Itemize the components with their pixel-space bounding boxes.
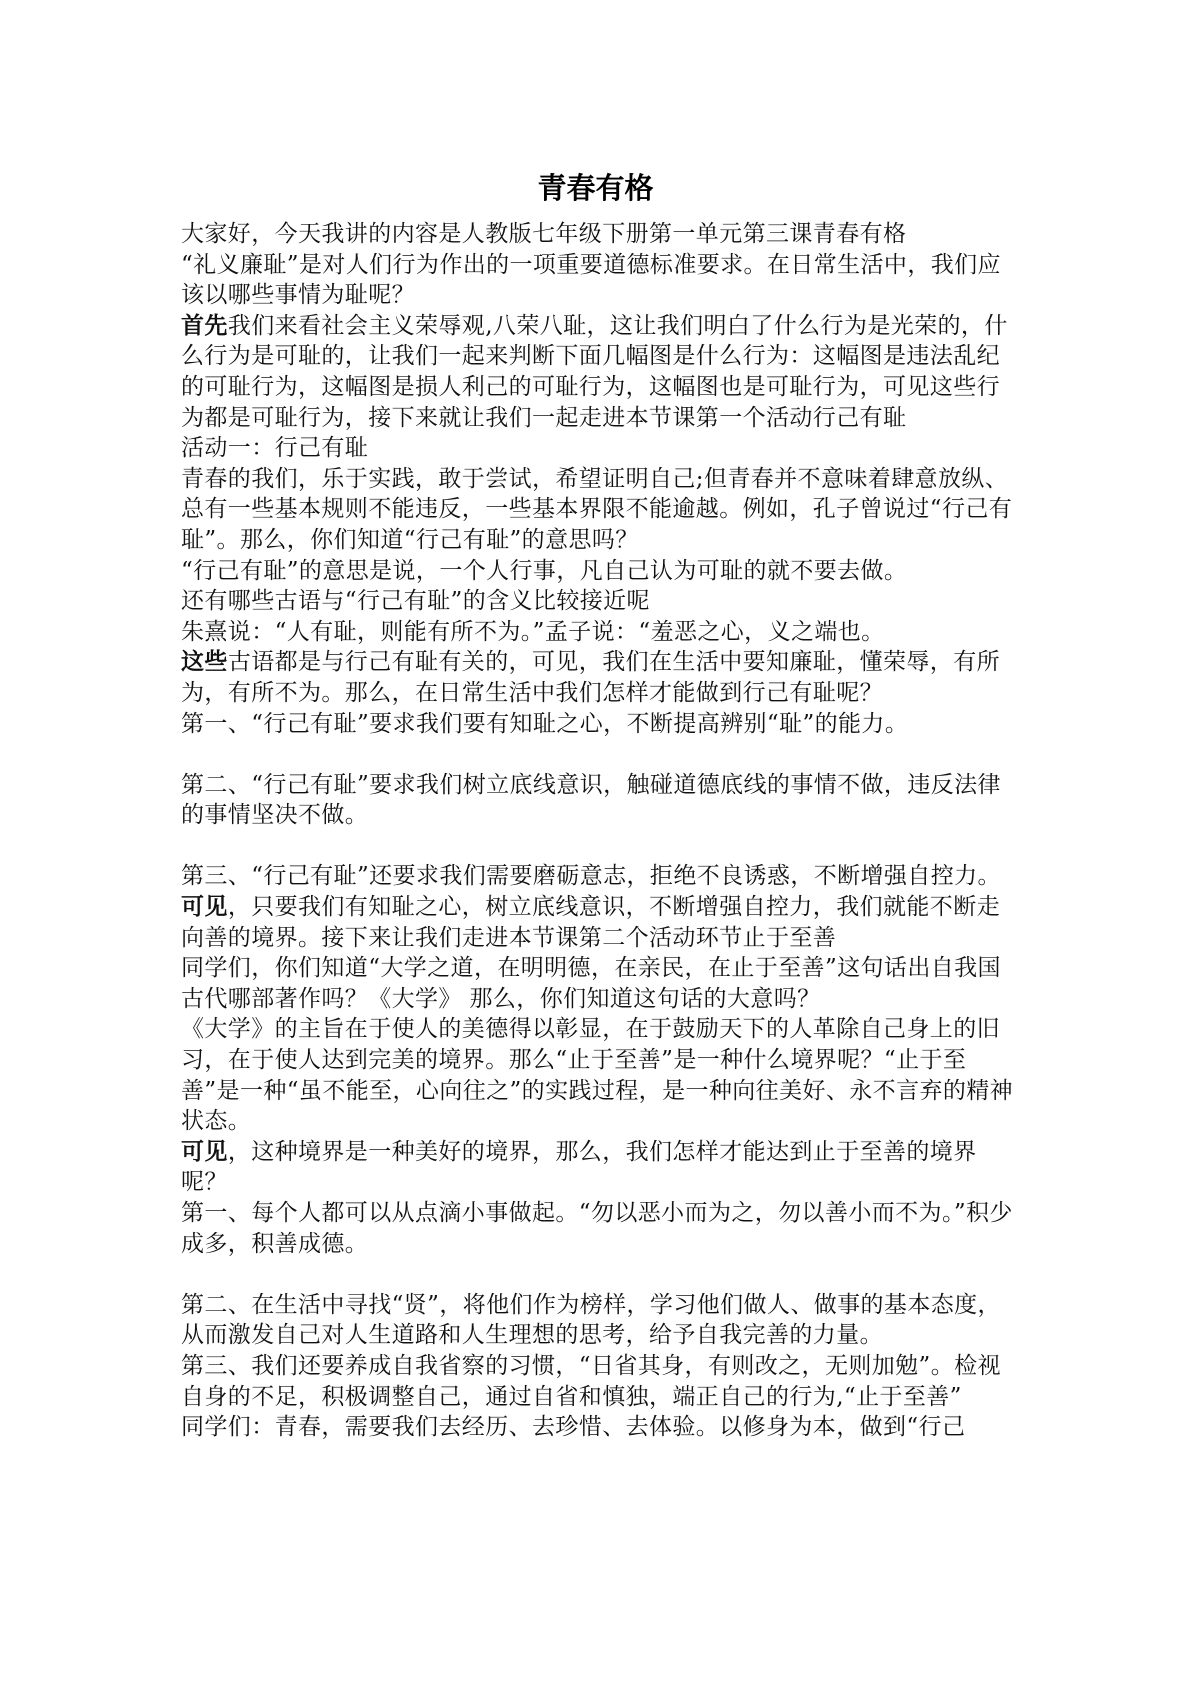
paragraph	[181, 861, 1021, 892]
paragraph-text: “礼义廉耻”是对人们行为作出的一项重要道德标准要求。在日常生活中，我们应该以哪些事情为耻呢？	[181, 251, 1001, 309]
blank-line	[181, 739, 1021, 770]
bold-lead: 首先	[181, 312, 228, 339]
bold-lead: 可见	[181, 1138, 228, 1165]
blank-line	[181, 1259, 1021, 1290]
paragraph	[181, 953, 1021, 1014]
paragraph-text: 《大学》的主旨在于使人的美德得以彰显，在于鼓励天下的人革除自己身上的旧习，在于使人达到完美的境界。那么“止于至善”是一种什么境界呢？“止于至善”是一种“虽不能至，心向往之”的实践过程，是一种向往美好、永不言弃的精神状态。	[181, 1016, 1014, 1135]
paragraph	[181, 647, 1021, 708]
paragraph	[181, 1137, 1021, 1198]
paragraph-text: 古语都是与行己有耻有关的，可见，我们在生活中要知廉耻，懂荣辱，有所为，有所不为。那么，在日常生活中我们怎样才能做到行己有耻呢？	[181, 649, 1001, 706]
paragraph	[181, 464, 1021, 556]
paragraph	[181, 1198, 1021, 1259]
paragraph	[181, 1290, 1021, 1351]
paragraph-text: ，只要我们有知耻之心，树立底线意识，不断增强自控力，我们就能不断走向善的境界。接下来让我们走进本节课第二个活动环节止于至善	[181, 894, 1001, 951]
paragraph-text: 第三、我们还要养成自我省察的习惯，“日省其身，有则改之，无则加勉”。检视自身的不足，积极调整自己，通过自省和慎独，端正自己的行为,“止于至善”	[181, 1352, 1001, 1410]
paragraph-text: ，这种境界是一种美好的境界，那么，我们怎样才能达到止于至善的境界呢？	[181, 1138, 977, 1196]
paragraph	[181, 770, 1021, 831]
paragraph-text: 朱熹说：“人有耻，则能有所不为。”孟子说：“羞恶之心，义之端也。	[181, 618, 885, 645]
paragraph-text: 青春的我们，乐于实践，敢于尝试，希望证明自己;但青春并不意味着肆意放纵、总有一些基本规则不能违反，一些基本界限不能逾越。例如，孔子曾说过“行己有耻”。那么，你们知道“行己有耻”的意思吗？	[181, 465, 1013, 553]
paragraph	[181, 617, 1021, 648]
paragraph	[181, 556, 1021, 587]
paragraph-text: 第一、每个人都可以从点滴小事做起。“勿以恶小而为之，勿以善小而不为。”积少成多，积善成德。	[181, 1200, 1013, 1257]
document-body	[181, 219, 1021, 1443]
paragraph-text: 活动一：行己有耻	[181, 435, 369, 462]
paragraph	[181, 250, 1021, 311]
paragraph-text: 同学们，你们知道“大学之道，在明明德，在亲民，在止于至善”这句话出自我国古代哪部著作吗？《大学》 那么，你们知道这句话的大意吗？	[181, 955, 1001, 1012]
paragraph-text: 大家好，今天我讲的内容是人教版七年级下册第一单元第三课青春有格	[181, 221, 907, 247]
document-title: 青春有格	[537, 171, 654, 205]
paragraph	[181, 219, 1021, 250]
blank-line	[181, 831, 1021, 862]
paragraph-text: 我们来看社会主义荣辱观,八荣八耻，这让我们明白了什么行为是光荣的，什么行为是可耻的，让我们一起来判断下面几幅图是什么行为：这幅图是违法乱纪的可耻行为，这幅图是损人利己的可耻行为，这幅图也是可耻行为，可见这些行为都是可耻行为，接下来就让我们一起走进本节课第一个活动行己有耻	[181, 312, 1008, 431]
paragraph-text: 同学们：青春，需要我们去经历、去珍惜、去体验。以修身为本，做到“行己	[181, 1414, 966, 1441]
paragraph-text: 第二、“行己有耻”要求我们树立底线意识，触碰道德底线的事情不做，违反法律的事情坚决不做。	[181, 771, 1001, 829]
paragraph	[181, 1014, 1021, 1136]
paragraph	[181, 1351, 1021, 1412]
paragraph	[181, 709, 1021, 740]
paragraph	[181, 1412, 1021, 1443]
paragraph-text: “行己有耻”的意思是说，一个人行事，凡自己认为可耻的就不要去做。	[181, 557, 908, 584]
bold-lead: 这些	[181, 649, 228, 676]
paragraph	[181, 311, 1021, 433]
paragraph-text: 还有哪些古语与“行己有耻”的含义比较接近呢	[181, 588, 650, 615]
paragraph-text: 第二、在生活中寻找“贤”，将他们作为榜样，学习他们做人、做事的基本态度，从而激发自己对人生道路和人生理想的思考，给予自我完善的力量。	[181, 1291, 1001, 1349]
paragraph-text: 第三、“行己有耻”还要求我们需要磨砺意志，拒绝不良诱惑，不断增强自控力。	[181, 863, 1001, 890]
paragraph	[181, 433, 1021, 464]
paragraph	[181, 892, 1021, 953]
paragraph	[181, 586, 1021, 617]
bold-lead: 可见	[181, 894, 228, 921]
paragraph-text: 第一、“行己有耻”要求我们要有知耻之心，不断提高辨别“耻”的能力。	[181, 710, 909, 737]
